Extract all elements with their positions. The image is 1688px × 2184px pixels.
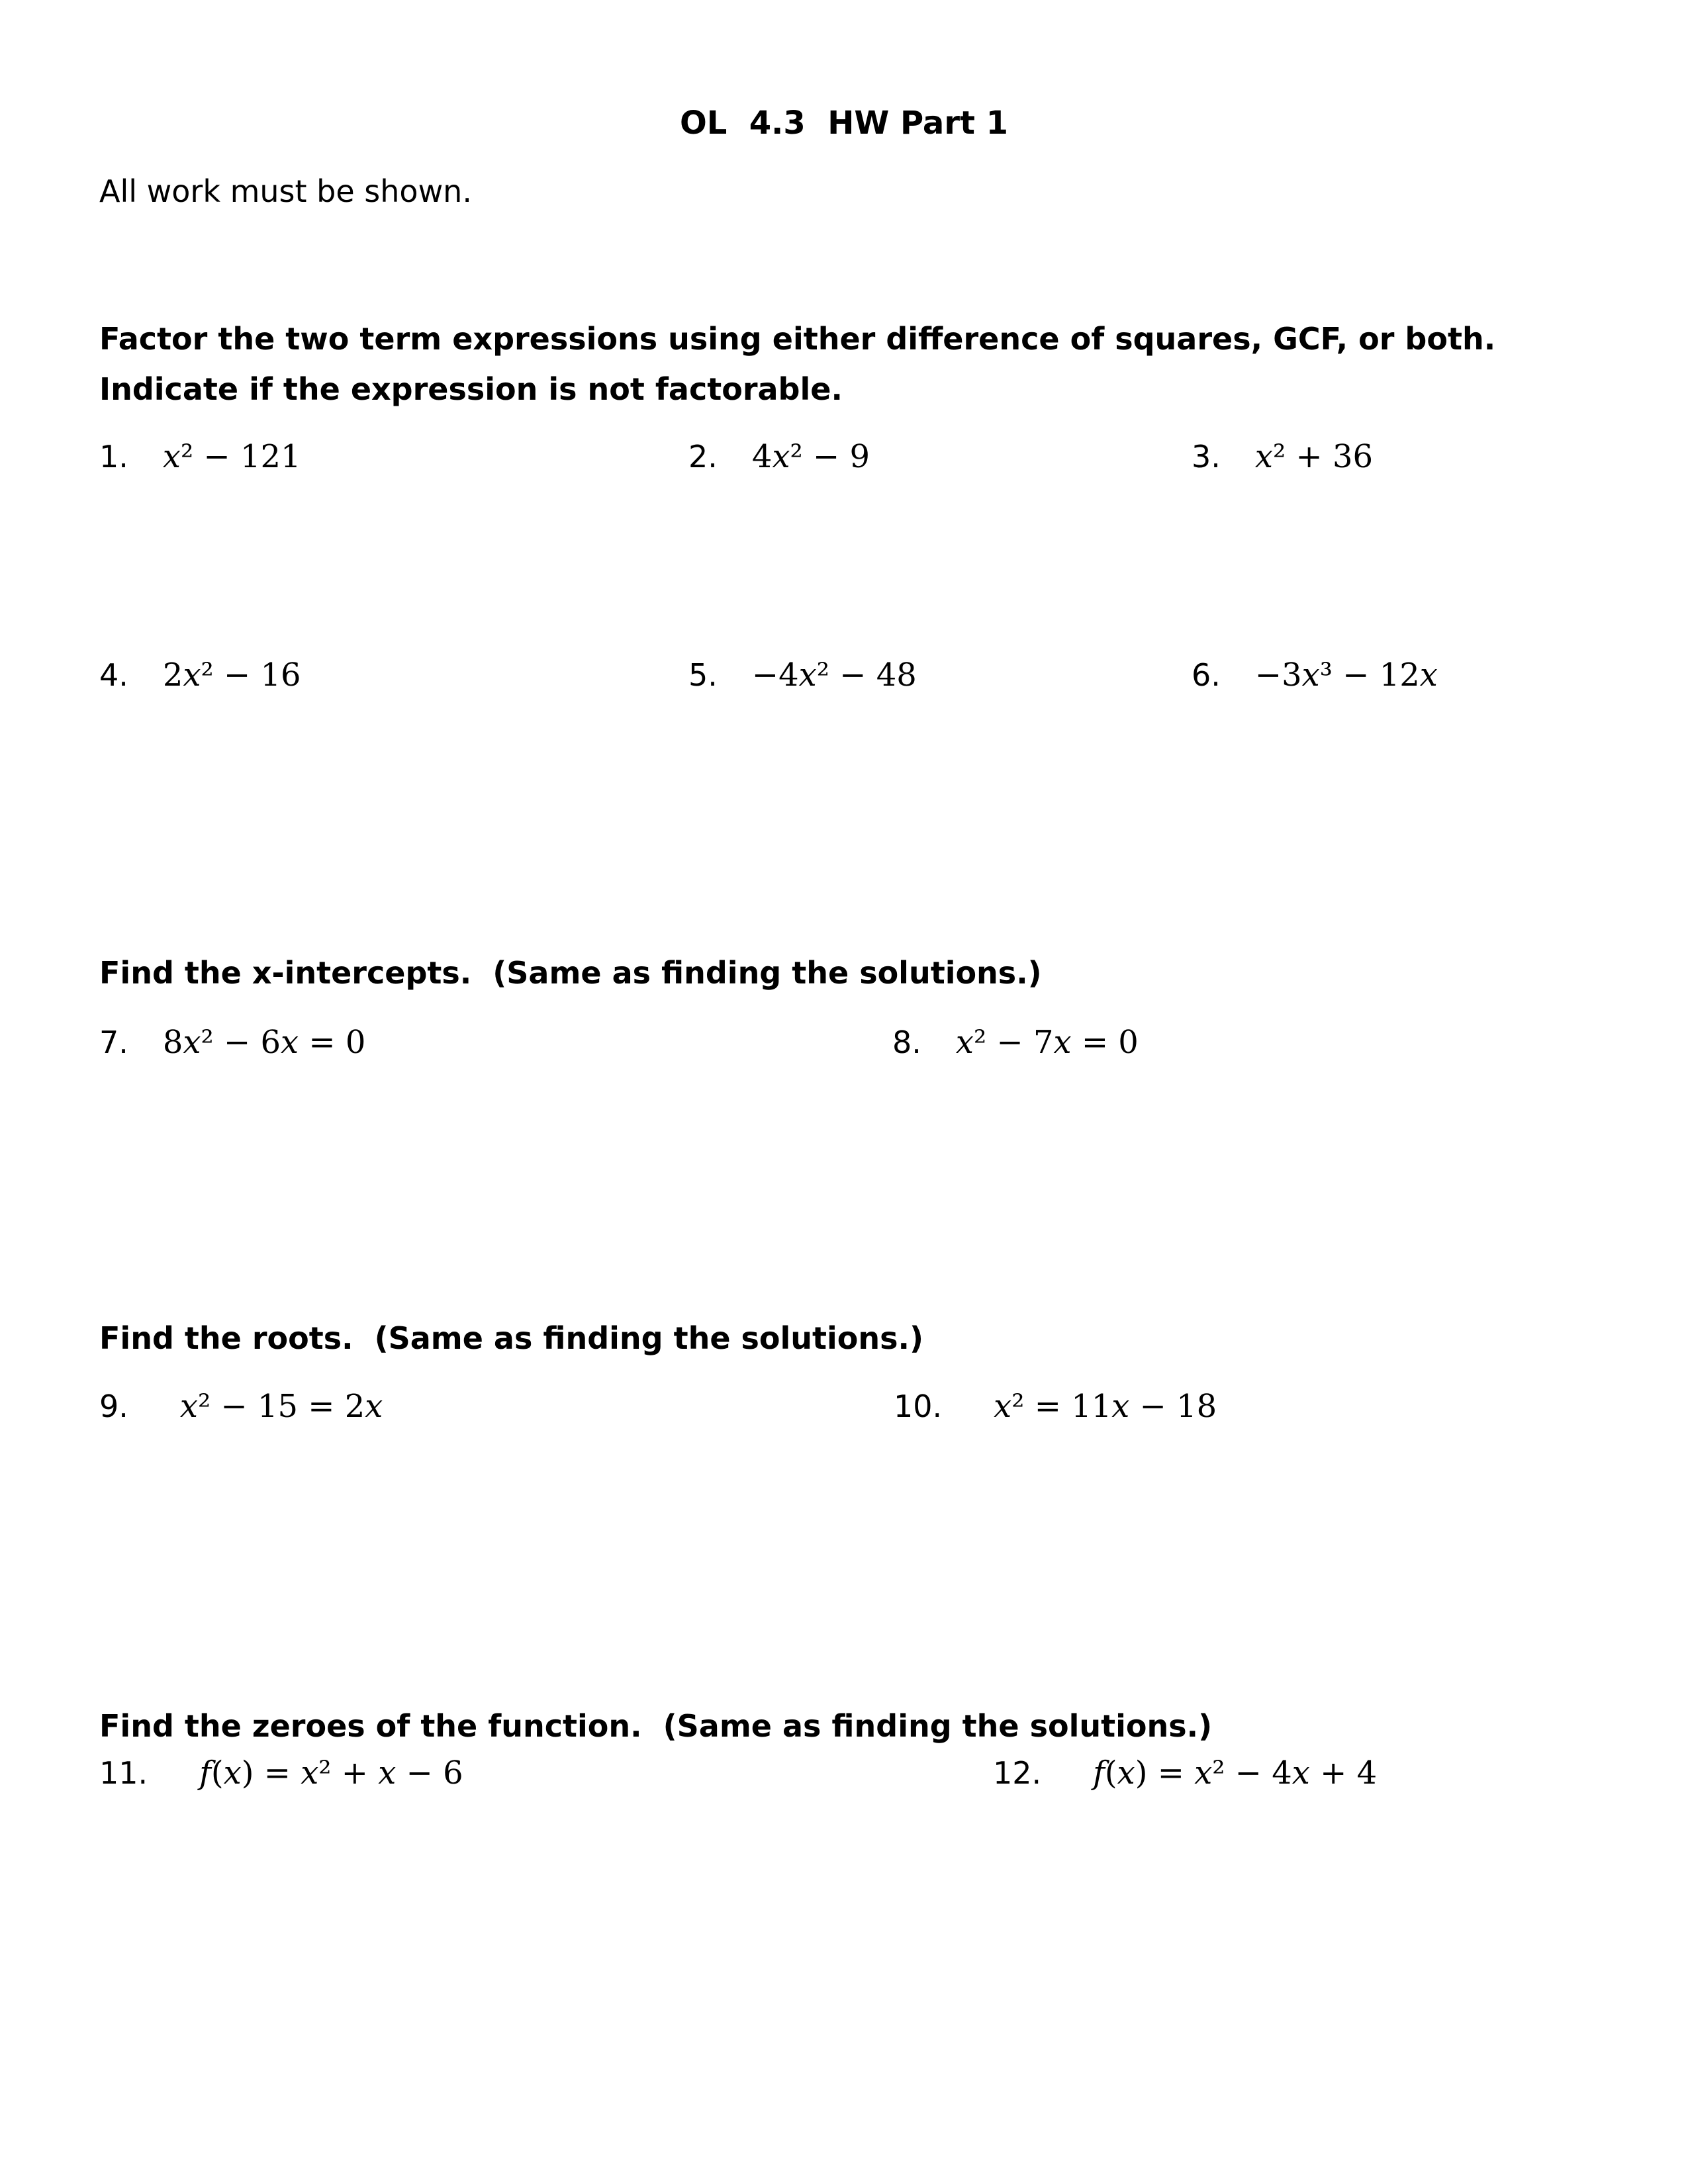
problem-5	[688, 652, 917, 698]
problem-number: 3.	[1192, 439, 1221, 475]
problem-3	[1192, 433, 1373, 480]
section-heading-factor: Factor the two term expressions using either difference of squares, GCF, or both. Indicate if the expression is not factorable.	[99, 321, 1517, 407]
problem-number: 7.	[99, 1024, 128, 1060]
problem-expression: 8x² − 6x = 0	[162, 1024, 366, 1061]
page-title: OL 4.3 HW Part 1	[679, 105, 1009, 142]
problem-12	[993, 1750, 1377, 1796]
problem-number: 11.	[99, 1755, 148, 1791]
problem-expression: x² − 121	[162, 438, 301, 475]
problem-number: 8.	[892, 1024, 921, 1060]
problem-expression: −3x³ − 12x	[1254, 657, 1438, 694]
problem-expression: x² = 11x − 18	[994, 1388, 1217, 1425]
problem-number: 9.	[99, 1388, 128, 1424]
problem-expression: −4x² − 48	[751, 657, 917, 694]
problem-expression: f(x) = x² + x − 6	[199, 1754, 463, 1792]
instruction-text: All work must be shown.	[99, 173, 472, 209]
problem-number: 1.	[99, 439, 128, 475]
problem-1	[99, 433, 301, 480]
problem-expression: x² − 7x = 0	[955, 1024, 1139, 1061]
problem-9	[99, 1383, 383, 1430]
problem-10	[894, 1383, 1217, 1430]
section-heading-x-intercepts: Find the x-intercepts. (Same as finding the solutions.)	[99, 955, 1042, 991]
problem-6	[1192, 652, 1438, 698]
problem-number: 10.	[894, 1388, 943, 1424]
problem-number: 2.	[688, 439, 718, 475]
problem-expression: f(x) = x² − 4x + 4	[1093, 1754, 1378, 1792]
problem-11	[99, 1750, 463, 1796]
problem-7	[99, 1019, 365, 1066]
problem-expression: 4x² − 9	[751, 438, 870, 475]
problem-number: 4.	[99, 657, 128, 693]
problem-number: 12.	[993, 1755, 1042, 1791]
section-heading-roots: Find the roots. (Same as finding the solutions.)	[99, 1320, 924, 1356]
problem-4	[99, 652, 301, 698]
problem-number: 5.	[688, 657, 718, 693]
section-heading-zeroes: Find the zeroes of the function. (Same as finding the solutions.)	[99, 1708, 1213, 1744]
problem-expression: 2x² − 16	[162, 657, 301, 694]
problem-expression: x² − 15 = 2x	[179, 1388, 383, 1425]
problem-2	[688, 433, 870, 480]
problem-expression: x² + 36	[1254, 438, 1374, 475]
problem-number: 6.	[1192, 657, 1221, 693]
problem-8	[892, 1019, 1139, 1066]
